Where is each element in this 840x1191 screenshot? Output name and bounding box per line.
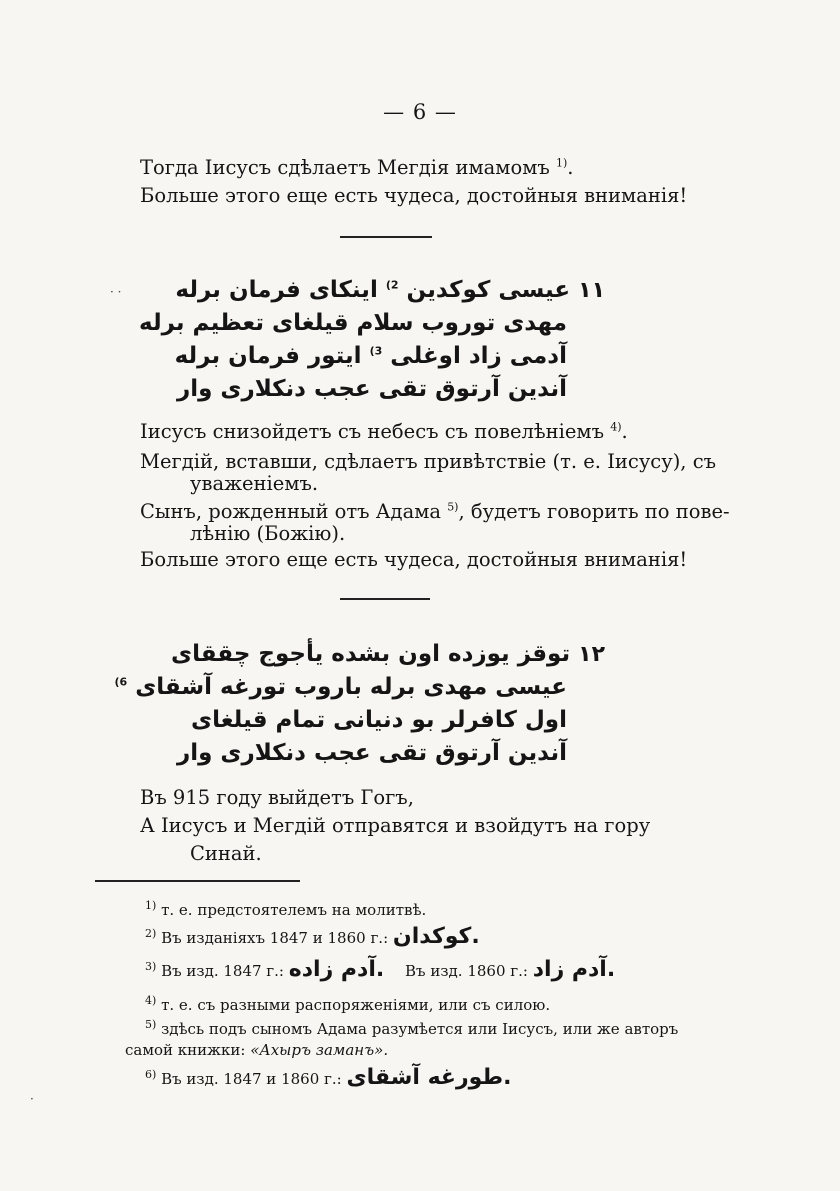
verse-line [114,671,605,704]
footnote-6 [145,1065,512,1090]
footnote-book-title: «Ахыръ заманъ». [250,1041,389,1059]
text-line: Больше этого еще есть чудеса, достойныя вниманія! [140,548,688,571]
line-text: Сынъ, рожденный отъ Адама [140,500,441,523]
text-line: Синай. [190,842,262,865]
footnote-ref: 6) [114,675,128,689]
footnote-4 [145,995,550,1015]
footnote-mark: 3) [145,960,157,973]
verse-11 [139,274,605,406]
text-line: А Іисусъ и Мегдій отправятся и взойдутъ на гору [140,814,651,837]
verse-line [174,340,605,373]
footnote-text: Въ изд. 1847 и 1860 г.: [161,1070,342,1088]
verse-line [190,704,605,737]
text-line: лѣнію (Божію). [190,522,346,545]
verse-text: ایتور فرمان برله [174,343,362,369]
text-line: Въ 915 году выйдетъ Гогъ, [140,786,414,809]
page-number: — 6 — [383,100,457,124]
verse-text: آندین آرتوق تقی عجب دنکلاری وار [176,740,567,766]
footnote-5 [145,1019,678,1039]
footnote-text: Въ изданіяхъ 1847 и 1860 г.: [161,929,389,947]
verse-line [176,737,605,770]
footnote-ref: 1) [556,156,568,170]
footnote-5-cont [125,1040,388,1060]
verse-text: آندین آرتوق تقی عجب دنکلاری وار [176,376,567,402]
footnote-arabic: آدم زاد. [532,957,616,982]
footnote-arabic: طورغه آشقای. [346,1065,512,1090]
text-line: Больше этого еще есть чудеса, достойныя вниманія! [140,184,688,207]
verse-number: ١١ [578,278,605,303]
verse-text: عیسی مهدی برله باروب تورغه آشقای [135,674,567,700]
verse-text: آدمی زاد اوغلی [390,343,567,369]
footnote-mark: 2) [145,927,157,940]
footnote-ref: 5) [447,500,459,514]
verse-text: توقز یوزده اون بشده یأجوج چققای [171,641,571,667]
text-line: Мегдій, вставши, сдѣлаетъ привѣтствіе (т. е. Іисусу), съ [140,450,717,473]
verse-12 [114,638,605,770]
line-text: Тогда Іисусъ сдѣлаетъ Мегдія имамомъ [140,156,550,179]
verse-line [139,307,605,340]
verse-text: اینکای فرمان برله [175,277,378,303]
footnote-ref: 3) [369,344,383,358]
footnote-text: Въ изд. 1847 г.: [161,962,284,980]
footnote-text: самой книжки: [125,1041,246,1059]
verse-number: ١٢ [578,642,605,667]
section-divider [340,598,430,600]
text-line [140,420,628,444]
line-punct: . [567,156,574,179]
footnote-text: т. е. предстоятелемъ на молитвѣ. [161,901,427,919]
verse-text: عیسی کوکدین [406,277,571,303]
footnote-1 [145,900,426,920]
verse-text: مهدی توروب سلام قیلغای تعظیم برله [139,310,567,336]
footnote-text: здѣсь подъ сыномъ Адама разумѣется или Іисусъ, или же авторъ [161,1020,679,1038]
footnote-3 [145,957,616,982]
text-line [140,156,574,180]
verse-text: اول کافرلر بو دنیانی تمام قیلغای [190,707,567,733]
footnote-mark: 4) [145,994,157,1007]
verse-line [175,274,605,307]
verse-line [171,638,605,671]
line-punct: . [621,420,628,443]
footnote-ref: 4) [610,420,622,434]
verse-line [176,373,605,406]
footnote-ref: 2) [385,278,399,292]
footnote-arabic: کوکدان. [392,924,480,949]
footnote-text: Въ изд. 1860 г.: [405,962,528,980]
footnote-text: т. е. съ разными распоряженіями, или съ силою. [161,996,551,1014]
footnote-mark: 6) [145,1068,157,1081]
footnote-rule [95,880,300,882]
section-divider [340,236,432,238]
footnote-mark: 5) [145,1018,157,1031]
text-line: уваженіемъ. [190,472,319,495]
footnote-2 [145,924,480,949]
line-text: Іисусъ снизойдетъ съ небесъ съ повелѣніемъ [140,420,604,443]
footnote-arabic: آدم زاده. [288,957,385,982]
footnote-mark: 1) [145,899,157,912]
scan-speck: · [30,1092,34,1106]
line-text: , будетъ говорить по повe- [458,500,730,523]
scan-speck: · · [110,285,122,299]
text-line [140,500,730,524]
